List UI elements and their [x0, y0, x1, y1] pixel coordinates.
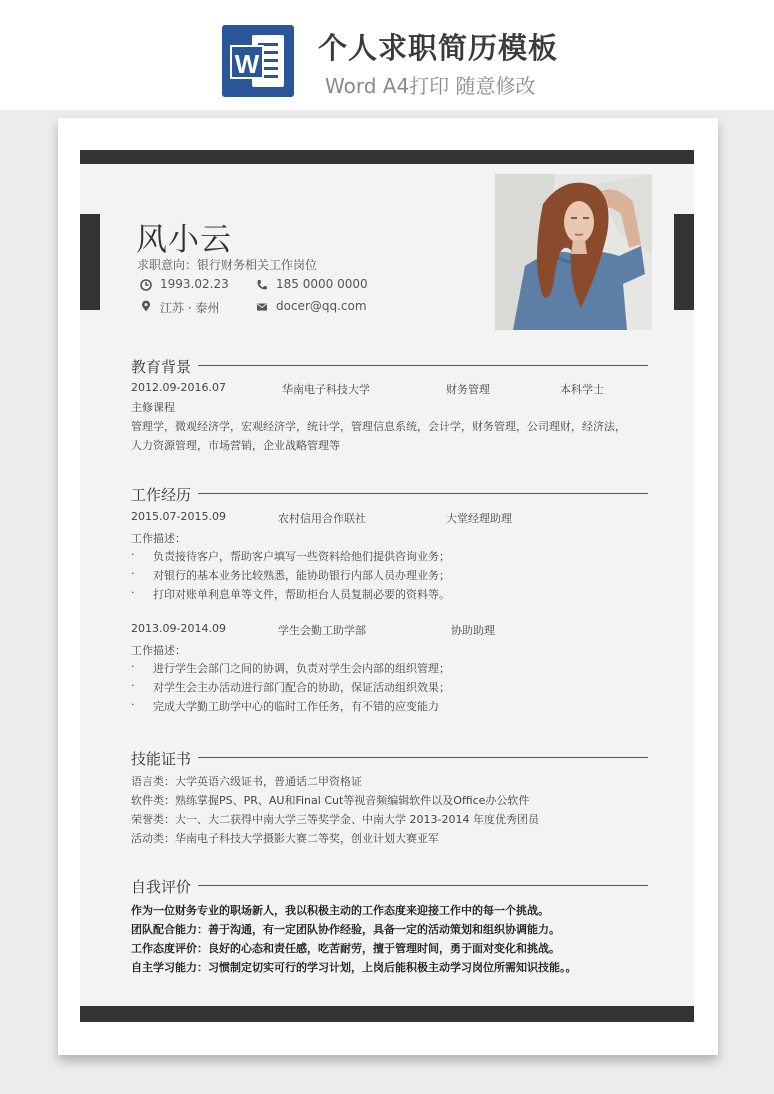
location: 江苏 · 泰州 [160, 301, 220, 315]
edu-school: 华南电子科技大学 [282, 383, 370, 396]
birthday: 1993.02.23 [160, 277, 229, 291]
self-eval-divider [198, 885, 648, 886]
skill-line-3: 荣誉类：大一、大二获得中南大学三等奖学金、中南大学 2013-2014 年度优秀团员 [131, 813, 539, 826]
bullet: · [131, 567, 135, 580]
edu-degree: 本科学士 [560, 383, 604, 396]
candidate-name: 风小云 [136, 222, 232, 258]
top-bar [80, 150, 694, 164]
word-logo-icon [222, 25, 294, 97]
job-2-item-1: 进行学生会部门之间的协调，负责对学生会内部的组织管理； [153, 662, 450, 675]
job-2-item-3: 完成大学勤工助学中心的临时工作任务，有不错的应变能力 [153, 700, 439, 713]
job-intent: 求职意向：银行财务相关工作岗位 [137, 258, 318, 272]
job-1-item-3: 打印对账单利息单等文件，帮助柜台人员复制必要的资料等。 [153, 588, 450, 601]
job-1-role: 大堂经理助理 [446, 512, 512, 525]
job-1-item-1: 负责接待客户，帮助客户填写一些资料给他们提供咨询业务； [153, 550, 450, 563]
job-1-org: 农村信用合作联社 [278, 512, 366, 525]
self-eval-line-1: 作为一位财务专业的职场新人，我以积极主动的工作态度来迎接工作中的每一个挑战。 [131, 904, 549, 917]
skills-heading: 技能证书 [131, 750, 192, 768]
job-2-role: 协助助理 [451, 624, 495, 637]
banner [0, 0, 774, 110]
education-heading: 教育背景 [131, 358, 192, 376]
bottom-bar [80, 1006, 694, 1022]
skill-line-2: 软件类：熟练掌握PS、PR、AU和Final Cut等视音频编辑软件以及Office办公软件 [131, 794, 530, 807]
mail-icon [256, 301, 268, 313]
banner-subtitle: Word A4打印 随意修改 [325, 74, 536, 98]
skill-line-4: 活动类：华南电子科技大学摄影大赛二等奖，创业计划大赛亚军 [131, 832, 439, 845]
courses-label: 主修课程 [131, 401, 175, 414]
clock-icon [140, 279, 152, 291]
job-2-org: 学生会勤工助学部 [278, 624, 366, 637]
job-1-period: 2015.07-2015.09 [131, 510, 226, 523]
phone-icon [256, 279, 268, 291]
email: docer@qq.com [276, 299, 367, 313]
phone-number: 185 0000 0000 [276, 277, 368, 291]
bullet: · [131, 586, 135, 599]
bullet: · [131, 548, 135, 561]
left-side-bar [80, 214, 100, 310]
courses-line-1: 管理学，微观经济学，宏观经济学，统计学，管理信息系统，会计学，财务管理，公司理财，经济法， [131, 420, 626, 433]
edu-major: 财务管理 [446, 383, 490, 396]
job-1-desc-label: 工作描述： [131, 532, 186, 545]
bullet: · [131, 698, 135, 711]
skill-line-1: 语言类：大学英语六级证书，普通话二甲资格证 [131, 775, 362, 788]
skills-divider [198, 757, 648, 758]
banner-title: 个人求职简历模板 [318, 31, 559, 65]
job-2-desc-label: 工作描述： [131, 644, 186, 657]
bullet: · [131, 660, 135, 673]
job-2-period: 2013.09-2014.09 [131, 622, 226, 635]
job-1-item-2: 对银行的基本业务比较熟悉，能协助银行内部人员办理业务； [153, 569, 450, 582]
work-heading: 工作经历 [131, 486, 192, 504]
education-divider [198, 365, 648, 366]
self-eval-line-4: 自主学习能力：习惯制定切实可行的学习计划，上岗后能积极主动学习岗位所需知识技能。。 [131, 961, 577, 974]
work-divider [198, 493, 648, 494]
bullet: · [131, 679, 135, 692]
right-side-bar [674, 214, 694, 310]
location-pin-icon [140, 300, 152, 312]
word-letter: W [230, 45, 264, 79]
profile-photo [495, 174, 652, 330]
edu-period: 2012.09-2016.07 [131, 381, 226, 394]
courses-line-2: 人力资源管理，市场营销，企业战略管理等 [131, 439, 340, 452]
self-eval-line-2: 团队配合能力：善于沟通，有一定团队协作经验，具备一定的活动策划和组织协调能力。 [131, 923, 560, 936]
self-eval-line-3: 工作态度评价：良好的心态和责任感，吃苦耐劳，擅于管理时间，勇于面对变化和挑战。 [131, 942, 560, 955]
self-eval-heading: 自我评价 [131, 878, 192, 896]
job-2-item-2: 对学生会主办活动进行部门配合的协助，保证活动组织效果； [153, 681, 450, 694]
